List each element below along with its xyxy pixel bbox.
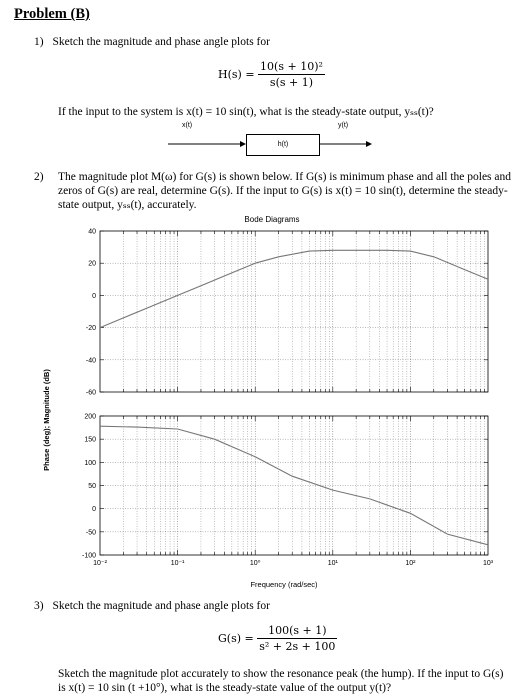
magnitude-frame (100, 231, 488, 392)
phase-y-tick-label: 50 (88, 483, 96, 490)
q1-equation (218, 60, 325, 89)
q2-line-1: The magnitude plot M(ω) for G(s) is shown below. If G(s) is minimum phase and all the poles and (58, 171, 512, 183)
bode-chart (0, 210, 523, 595)
q1-question: If the input to the system is x(t) = 10 sin(t), what is the steady-state output, yₛₛ(t)? (58, 106, 434, 118)
chart-title: Bode Diagrams (244, 215, 300, 224)
q3-prompt: Sketch the magnitude and phase angle plots for (52, 600, 270, 612)
x-tick-label: 10⁻¹ (170, 560, 185, 567)
phase-plot (82, 414, 494, 568)
q1-numerator: 10(s + 10)² (260, 60, 323, 73)
phase-y-tick-label: 200 (84, 413, 96, 421)
q3-number: 3) (34, 600, 44, 612)
q1-line (34, 35, 270, 49)
q2-number: 2) (34, 171, 44, 183)
q1-prompt: Sketch the magnitude and phase angle plots for (52, 36, 270, 48)
magnitude-y-tick-label: 40 (88, 228, 96, 236)
magnitude-y-tick-label: 20 (88, 260, 96, 268)
phase-y-tick-label: 100 (84, 459, 96, 467)
q3-denominator: s² + 2s + 100 (259, 640, 336, 653)
q3-numerator: 100(s + 1) (257, 624, 337, 639)
x-axis-label: Frequency (rad/sec) (250, 580, 318, 589)
system-block-label: h(t) (277, 141, 289, 148)
magnitude-y-tick-label: 0 (92, 292, 96, 300)
x-tick-label: 10² (405, 560, 416, 567)
q2-line-2: zeros of G(s) are real, determine G(s). If the input to G(s) is x(t) = 10 sin(t), determine the steady- (58, 185, 508, 197)
q3-equation (218, 624, 337, 653)
q1-denominator: s(s + 1) (269, 76, 314, 89)
q3-line-1: Sketch the magnitude plot accurately to show the resonance peak (the hump). If the input to G(s) (58, 668, 504, 680)
magnitude-y-tick-label: -40 (85, 357, 96, 365)
block-output-label: y(t) (338, 122, 349, 129)
q1-fraction (258, 60, 325, 89)
q1-equation-lhs: H(s) = (218, 68, 255, 81)
phase-y-tick-label: 150 (84, 436, 96, 444)
magnitude-plot (86, 229, 488, 397)
x-tick-label: 10³ (482, 560, 494, 567)
magnitude-curve (100, 250, 488, 327)
y-axis-label: Phase (deg); Magnitude (dB) (42, 369, 51, 471)
q2-line-3: state output, yₛₛ(t), accurately. (58, 199, 197, 211)
q3-equation-lhs: G(s) = (218, 632, 254, 645)
q3-line-2: is x(t) = 10 sin (t +10°), what is the steady-state value of the output y(t)? (58, 682, 392, 694)
phase-y-tick-label: -100 (81, 552, 96, 560)
block-input-label: x(t) (182, 122, 193, 129)
x-tick-label: 10⁻² (93, 560, 107, 567)
q3-fraction (257, 624, 337, 653)
phase-y-tick-label: 0 (92, 506, 96, 514)
system-block (246, 134, 320, 156)
phase-y-tick-label: -50 (85, 529, 96, 537)
magnitude-y-tick-label: -20 (85, 325, 96, 333)
page-title: Problem (B) (14, 6, 90, 22)
magnitude-y-tick-label: -60 (85, 389, 96, 397)
x-tick-label: 10¹ (327, 560, 338, 567)
x-tick-label: 10⁰ (249, 560, 261, 567)
q3-line (34, 599, 270, 613)
q1-number: 1) (34, 36, 44, 48)
output-arrow-head (366, 141, 372, 147)
